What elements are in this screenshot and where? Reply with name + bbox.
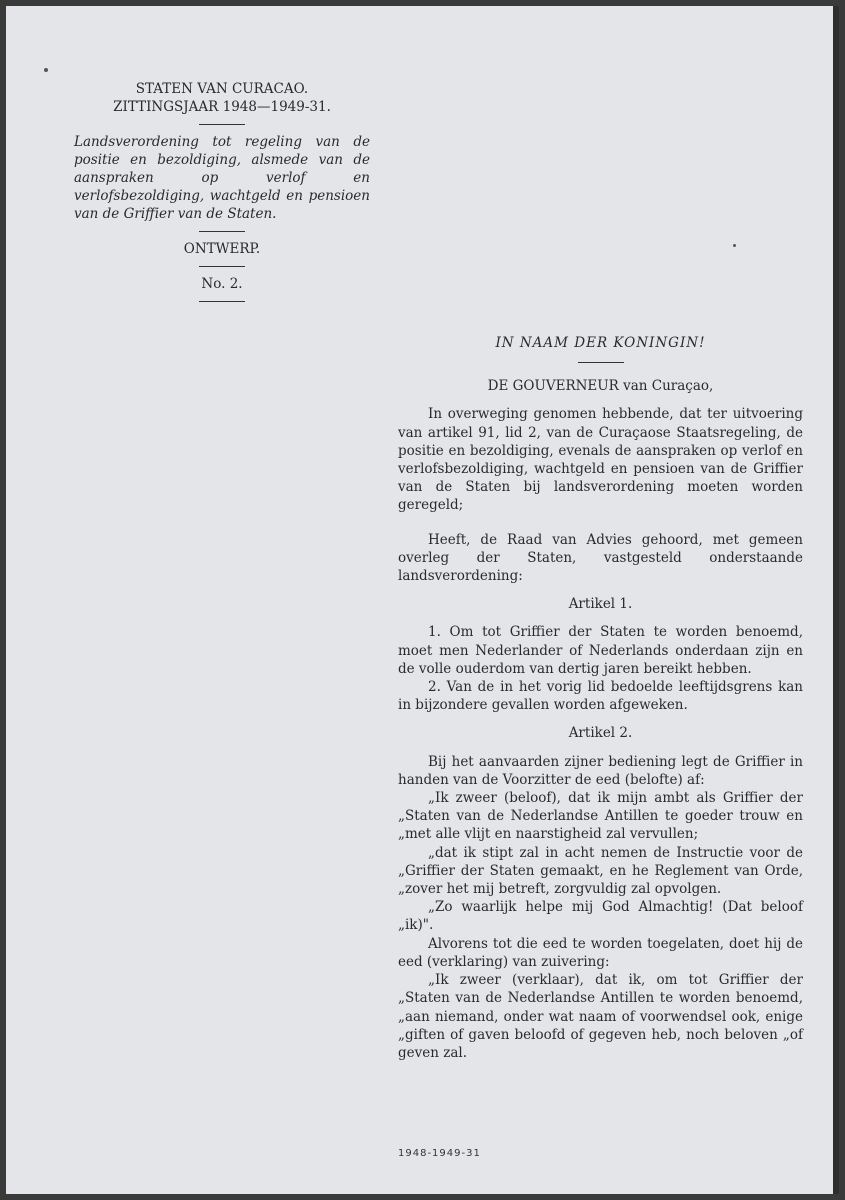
- header-line-2: ZITTINGSJAAR 1948—1949-31.: [113, 99, 331, 115]
- document-page: [6, 6, 839, 1194]
- governor-line: DE GOUVERNEUR van Curaçao,: [487, 378, 714, 395]
- article-2-oath-3: „Zo waarlijk helpe mij God Almachtig! (Dat beloof „ik)".: [398, 899, 803, 934]
- header-block: [72, 80, 372, 310]
- header-line-1: STATEN VAN CURACAO.: [135, 81, 309, 97]
- paper-spot: [44, 68, 48, 72]
- enactment-paragraph: Heeft, de Raad van Advies gehoord, met gemeen overleg der Staten, vastgesteld onderstaande landsverordening:: [398, 531, 803, 585]
- divider: [578, 362, 624, 363]
- paper-spot: [733, 244, 736, 247]
- body-text: [398, 334, 803, 1062]
- footer-code: 1948-1949-31: [398, 1148, 481, 1159]
- article-2-oath-4: „Ik zweer (verklaar), dat ik, om tot Griffier der „Staten van de Nederlandse Antillen te worden benoemd, „aan niemand, onder wat naam of voorwendsel ook, enige „giften of gaven beloofd of gegeven heb, noch beloven „of geven zal.: [398, 972, 803, 1061]
- document-number: No. 2.: [201, 276, 243, 292]
- article-1-paragraph-2: 2. Van de in het vorig lid bedoelde leeftijdsgrens kan in bijzondere gevallen worden afgeweken.: [398, 679, 803, 714]
- consideration-paragraph: In overweging genomen hebbende, dat ter uitvoering van artikel 91, lid 2, van de Curaçaose Staatsregeling, de positie en bezoldiging, evenals de aanspraken op verlof en verlofsbezoldiging, wachtgeld en pensioen van de Griffier van de Staten bij landsverordening moeten worden geregeld;: [398, 406, 803, 514]
- divider: [199, 231, 245, 232]
- article-2-oath-1: „Ik zweer (beloof), dat ik mijn ambt als Griffier der „Staten van de Nederlandse Antillen te goeder trouw en „met alle vlijt en naarstigheid zal vervullen;: [398, 790, 803, 843]
- divider: [199, 266, 245, 267]
- divider: [199, 301, 245, 302]
- article-2-paragraph-1: Bij het aanvaarden zijner bediening legt de Griffier in handen van de Voorzitter de eed (belofte) af:: [398, 753, 803, 788]
- article-2-paragraph-2: Alvorens tot die eed te worden toegelaten, doet hij de eed (verklaring) van zuivering:: [398, 935, 803, 970]
- document-status: ONTWERP.: [183, 241, 261, 257]
- document-subject: Landsverordening tot regeling van de positie en bezoldiging, alsmede van de aanspraken op verlof en verlofsbezoldiging, wachtgeld en pensioen van de Griffier van de Staten.: [74, 134, 370, 222]
- article-1-paragraph-1: 1. Om tot Griffier der Staten te worden benoemd, moet men Nederlander of Nederlands onderdaan zijn en de volle ouderdom van dertig jaren bereikt hebben.: [398, 624, 803, 677]
- article-2-oath-2: „dat ik stipt zal in acht nemen de Instructie voor de „Griffier der Staten gemaakt, en he Reglement van Orde, „zover het mij betreft, zorgvuldig zal opvolgen.: [398, 844, 803, 898]
- preamble-title: IN NAAM DER KONINGIN!: [495, 335, 706, 351]
- article-2-title: Artikel 2.: [568, 725, 633, 742]
- article-1-title: Artikel 1.: [568, 596, 633, 613]
- divider: [199, 124, 245, 125]
